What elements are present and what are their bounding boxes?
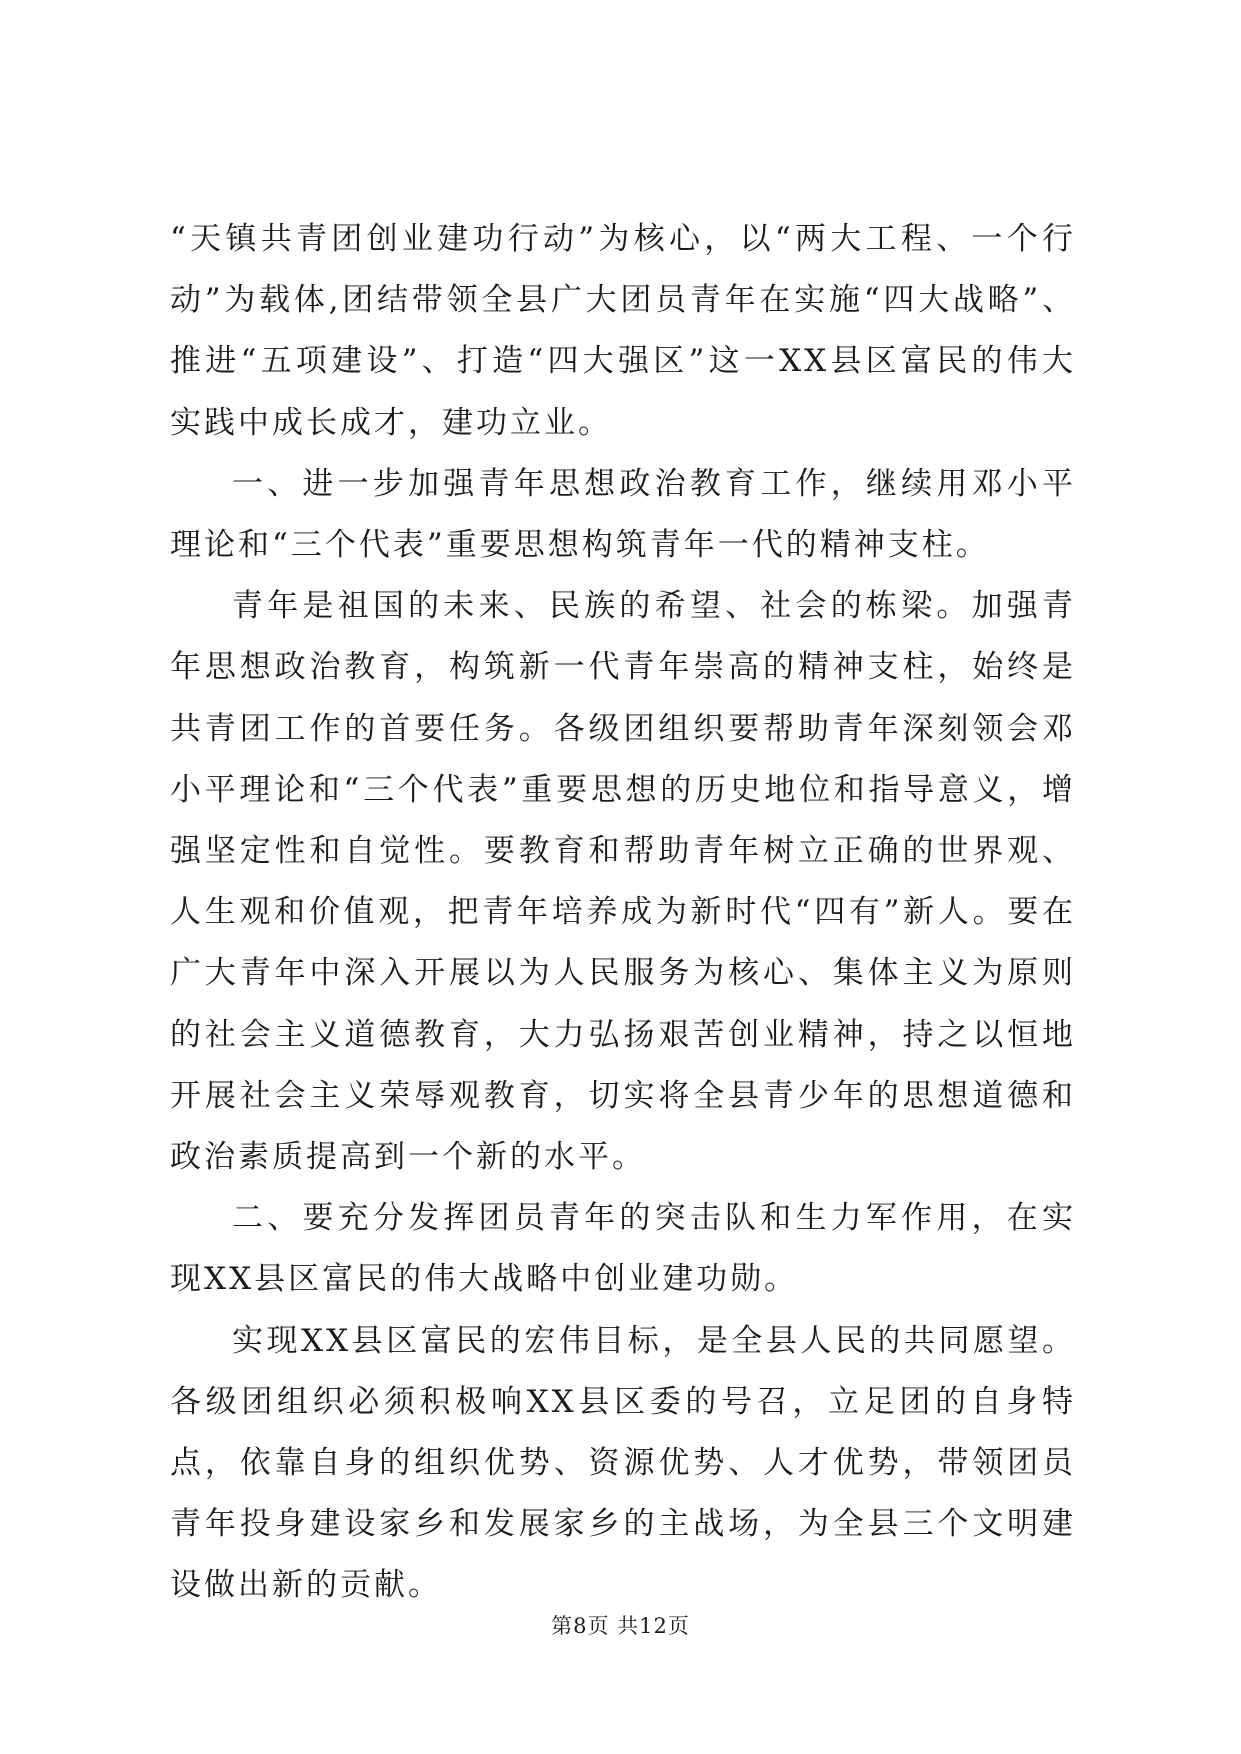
section-heading-1: 一、进一步加强青年思想政治教育工作，继续用邓小平理论和“三个代表”重要思想构筑青年一代的精神支柱。 [170, 465, 1076, 564]
paragraph-intro: “天镇共青团创业建功行动”为核心，以“两大工程、一个行动”为载体,团结带领全县广大团员青年在实施“四大战略”、推进“五项建设”、打造“四大强区”这一XX县区富民的伟大实践中成长成才，建功立业。 [170, 221, 1076, 441]
section-heading-2: 二、要充分发挥团员青年的突击队和生力军作用，在实现XX县区富民的伟大战略中创业建功勋。 [170, 1200, 1076, 1298]
document-body [170, 209, 1076, 1617]
paragraph-county-goal: 实现XX县区富民的宏伟目标，是全县人民的共同愿望。各级团组织必须积极响XX县区委的号召，立足团的自身特点，依靠自身的组织优势、资源优势、人才优势，带领团员青年投身建设家乡和发展家乡的主战场，为全县三个文明建设做出新的贡献。 [170, 1322, 1076, 1604]
page-number-footer: 第8页 共12页 [551, 1614, 690, 1638]
paragraph-youth-education: 青年是祖国的未来、民族的希望、社会的栋梁。加强青年思想政治教育，构筑新一代青年崇高的精神支柱，始终是共青团工作的首要任务。各级团组织要帮助青年深刻领会邓小平理论和“三个代表”重要思想的历史地位和指导意义，增强坚定性和自觉性。要教育和帮助青年树立正确的世界观、人生观和价值观，把青年培养成为新时代“四有”新人。要在广大青年中深入开展以为人民服务为核心、集体主义为原则的社会主义道德教育，大力弘扬艰苦创业精神，持之以恒地开展社会主义荣辱观教育，切实将全县青少年的思想道德和政治素质提高到一个新的水平。 [170, 588, 1076, 1176]
